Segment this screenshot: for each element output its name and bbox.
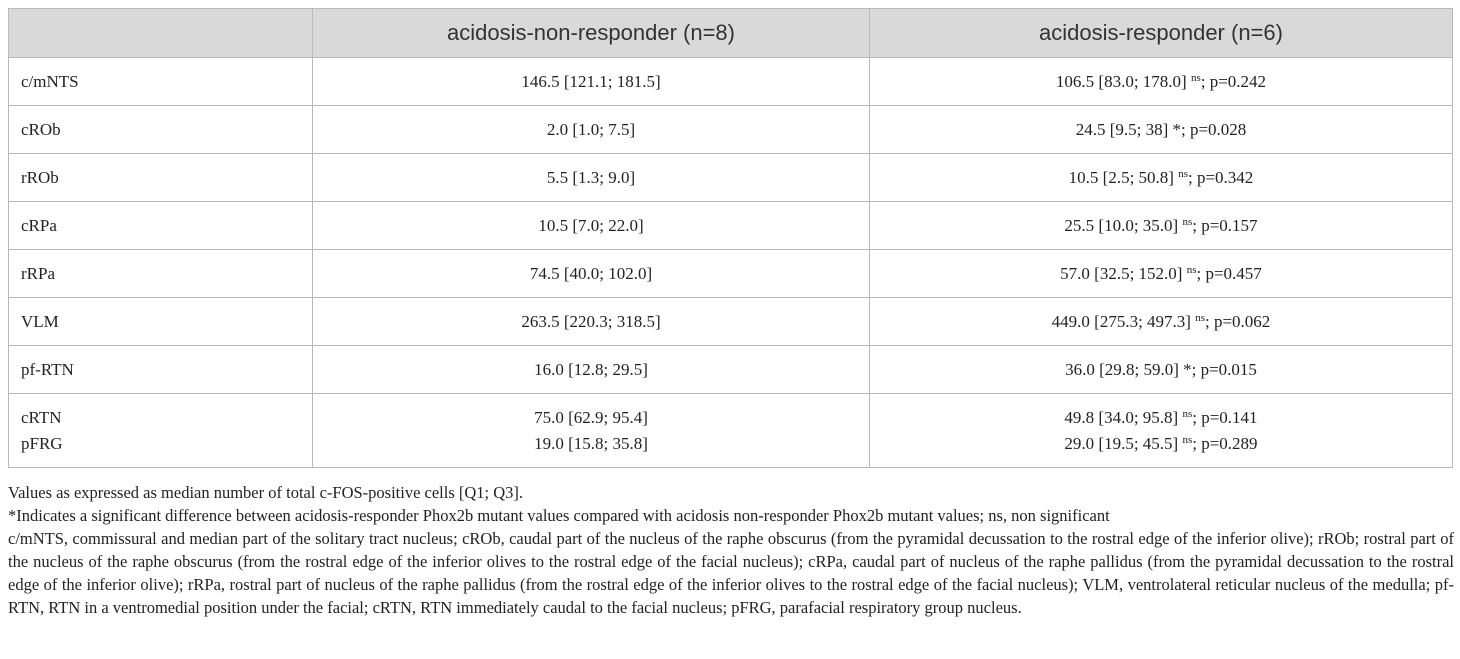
significance-mark: ns <box>1178 167 1188 180</box>
responder-cell <box>870 58 1453 106</box>
responder-cell-pair <box>870 394 1453 468</box>
row-name-pair <box>9 394 313 468</box>
responder-value: 57.0 [32.5; 152.0] <box>1060 263 1183 283</box>
significance-mark: * <box>1183 359 1192 379</box>
header-row <box>9 9 1453 58</box>
row-name: rROb <box>9 154 313 202</box>
responder-value: 449.0 [275.3; 497.3] <box>1051 311 1191 331</box>
footnote-values: Values as expressed as median number of total c-FOS-positive cells [Q1; Q3]. <box>8 483 524 502</box>
data-table <box>8 8 1453 468</box>
responder-cell <box>870 250 1453 298</box>
non-responder-value: 263.5 [220.3; 318.5] <box>313 298 870 346</box>
responder-value: 29.0 [19.5; 45.5] <box>1064 433 1179 453</box>
p-value: ; p=0.457 <box>1196 263 1262 283</box>
responder-value: 106.5 [83.0; 178.0] <box>1055 71 1187 91</box>
responder-cell <box>870 106 1453 154</box>
responder-value: 24.5 [9.5; 38] <box>1075 119 1169 139</box>
responder-value: 10.5 [2.5; 50.8] <box>1068 167 1174 187</box>
significance-mark: ns <box>1182 407 1193 420</box>
footnote-significance: *Indicates a significant difference between acidosis-responder Phox2b mutant values compared with acidosis non-responder Phox2b mutant values; ns, non significant <box>8 506 1110 525</box>
table-row <box>9 154 1453 202</box>
responder-line <box>870 405 1452 431</box>
responder-cell <box>870 298 1453 346</box>
responder-cell <box>870 202 1453 250</box>
significance-mark: ns <box>1182 433 1193 446</box>
p-value: ; p=0.028 <box>1180 119 1247 139</box>
non-responder-value: 75.0 [62.9; 95.4] <box>534 407 648 427</box>
non-responder-value: 10.5 [7.0; 22.0] <box>313 202 870 250</box>
non-responder-value: 74.5 [40.0; 102.0] <box>313 250 870 298</box>
p-value: ; p=0.242 <box>1200 71 1267 91</box>
table-row <box>9 58 1453 106</box>
responder-value: 25.5 [10.0; 35.0] <box>1064 215 1179 235</box>
row-name: rRPa <box>9 250 313 298</box>
table-row <box>9 298 1453 346</box>
table-row <box>9 250 1453 298</box>
responder-line <box>870 431 1452 457</box>
table-footnotes <box>8 481 1454 619</box>
non-responder-value: 5.5 [1.3; 9.0] <box>313 154 870 202</box>
significance-mark: ns <box>1182 215 1193 228</box>
p-value: ; p=0.062 <box>1205 311 1271 331</box>
responder-cell <box>870 154 1453 202</box>
table-row <box>9 106 1453 154</box>
significance-mark: ns <box>1195 311 1205 324</box>
p-value: ; p=0.342 <box>1188 167 1254 187</box>
row-name: pf-RTN <box>9 346 313 394</box>
row-name: cRPa <box>9 202 313 250</box>
p-value: ; p=0.157 <box>1192 215 1258 235</box>
header-blank <box>9 9 313 58</box>
row-name: cRTN <box>21 407 62 427</box>
footnote-abbreviations: c/mNTS, commissural and median part of the solitary tract nucleus; cROb, caudal part of the nucleus of the raphe obscurus (from the pyramidal decussation to the rostral edge of the inferior olive); rROb; rostral part of the nucleus of the raphe obscurus (from the rostral edge of the inferior olives to the rostral edge of the facial nucleus); cRPa, caudal part of nucleus of the raphe pallidus (from the pyramidal decussation to the rostral edge of the inferior olive); rRPa, rostral part of nucleus of the raphe pallidus (from the rostral edge of the inferior olives to the rostral edge of the facial nucleus); VLM, ventrolateral reticular nucleus of the medulla; pf-RTN, RTN in a ventromedial position under the facial; cRTN, RTN immediately caudal to the facial nucleus; pFRG, parafacial respiratory group nucleus. <box>8 529 1454 617</box>
table-row <box>9 394 1453 468</box>
responder-cell <box>870 346 1453 394</box>
significance-mark: ns <box>1186 263 1197 276</box>
p-value: ; p=0.015 <box>1191 359 1257 379</box>
responder-value: 49.8 [34.0; 95.8] <box>1064 407 1179 427</box>
significance-mark: ns <box>1190 71 1201 84</box>
responder-value: 36.0 [29.8; 59.0] <box>1065 359 1179 379</box>
p-value: ; p=0.289 <box>1192 433 1258 453</box>
non-responder-value: 146.5 [121.1; 181.5] <box>313 58 870 106</box>
header-responder: acidosis-responder (n=6) <box>870 9 1453 58</box>
table-row <box>9 202 1453 250</box>
significance-mark: * <box>1172 119 1181 139</box>
row-name: c/mNTS <box>9 58 313 106</box>
row-name: cROb <box>9 106 313 154</box>
table-row <box>9 346 1453 394</box>
row-name: VLM <box>9 298 313 346</box>
non-responder-value-pair <box>313 394 870 468</box>
row-name: pFRG <box>21 433 63 453</box>
header-non-responder: acidosis-non-responder (n=8) <box>313 9 870 58</box>
p-value: ; p=0.141 <box>1192 407 1258 427</box>
non-responder-value: 16.0 [12.8; 29.5] <box>313 346 870 394</box>
non-responder-value: 19.0 [15.8; 35.8] <box>534 433 648 453</box>
non-responder-value: 2.0 [1.0; 7.5] <box>313 106 870 154</box>
